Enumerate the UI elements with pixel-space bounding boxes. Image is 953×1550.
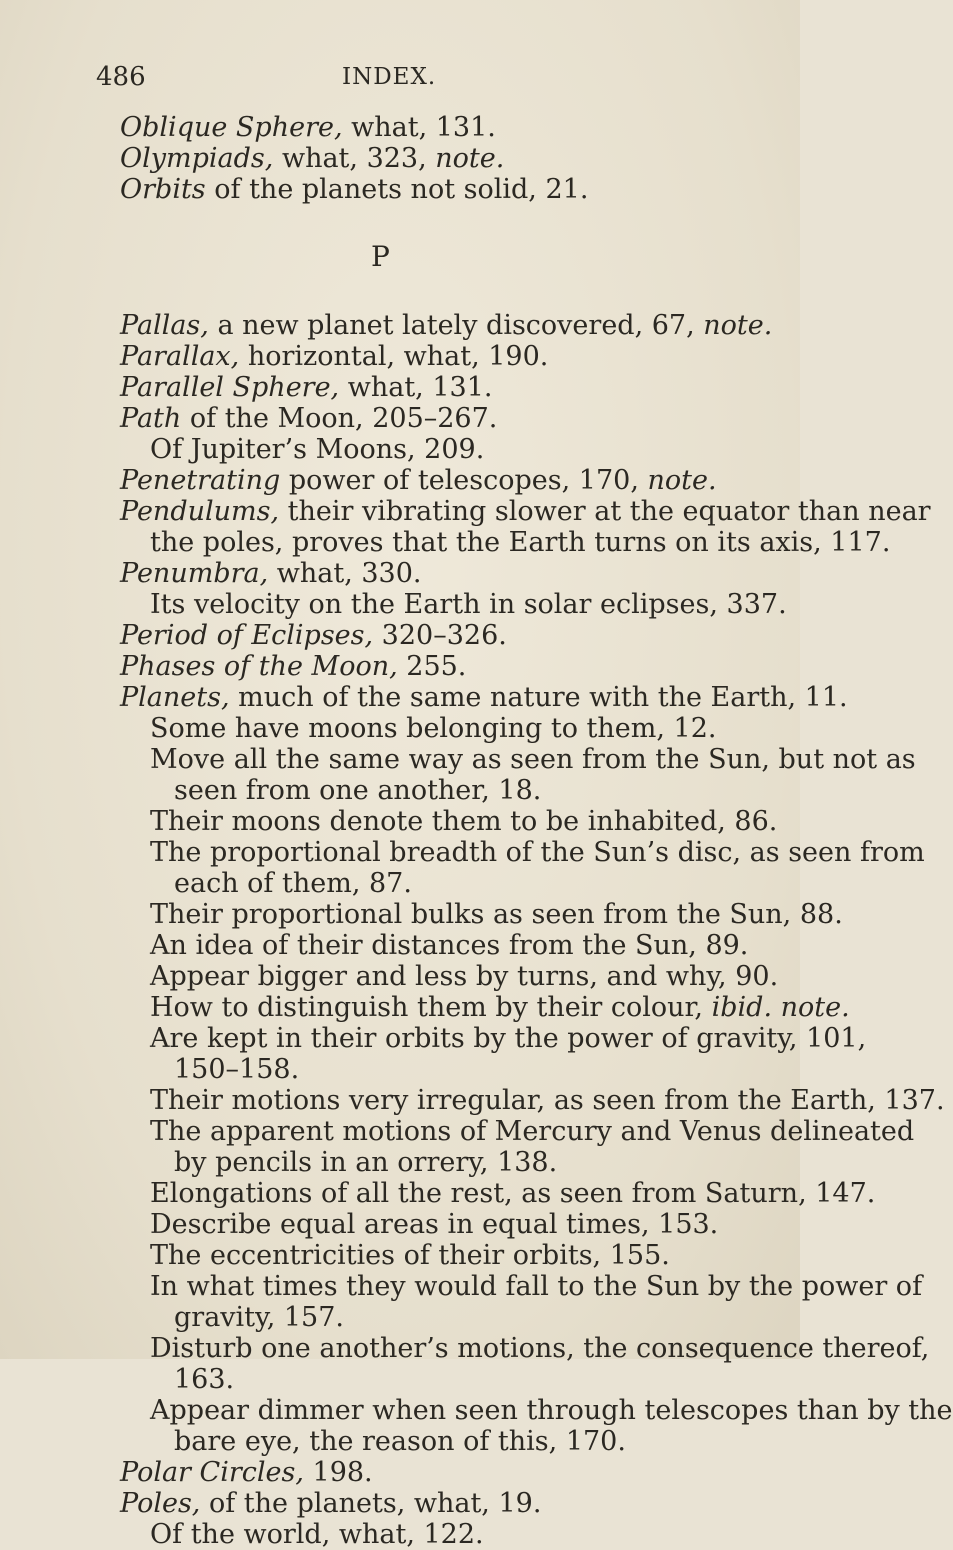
index-entry: Oblique Sphere, what, 131. (120, 112, 496, 143)
index-continuation: bare eye, the reason of this, 170. (174, 1426, 626, 1457)
index-subentry: The eccentricities of their orbits, 155. (150, 1240, 670, 1271)
page-header (96, 62, 716, 96)
index-entry: Parallel Sphere, what, 131. (120, 372, 493, 403)
index-continuation: 163. (174, 1364, 235, 1395)
index-entry: Planets, much of the same nature with the Earth, 11. (120, 682, 848, 713)
index-entry: Poles, of the planets, what, 19. (120, 1488, 542, 1519)
running-head: INDEX. (342, 64, 437, 90)
index-subentry: Appear bigger and less by turns, and why, 90. (150, 961, 779, 992)
page-number: 486 (96, 62, 146, 92)
index-entry: Phases of the Moon, 255. (120, 651, 467, 682)
index-subentry: Move all the same way as seen from the Sun, but not as (150, 744, 916, 775)
index-continuation: each of them, 87. (174, 868, 412, 899)
index-subentry: Disturb one another’s motions, the consequence thereof, (150, 1333, 930, 1364)
index-subentry: Its velocity on the Earth in solar eclipses, 337. (150, 589, 787, 620)
index-entry: Parallax, horizontal, what, 190. (120, 341, 549, 372)
index-subentry: Their motions very irregular, as seen from the Earth, 137. (150, 1085, 945, 1116)
index-entry: Pendulums, their vibrating slower at the equator than near (120, 496, 931, 527)
index-subentry: The proportional breadth of the Sun’s disc, as seen from (150, 837, 925, 868)
index-subentry: How to distinguish them by their colour, ibid. note. (150, 992, 850, 1023)
index-continuation: gravity, 157. (174, 1302, 344, 1333)
index-entry: Pallas, a new planet lately discovered, 67, note. (120, 310, 773, 341)
index-subentry: Their moons denote them to be inhabited, 86. (150, 806, 778, 837)
index-entry: Path of the Moon, 205–267. (120, 403, 498, 434)
index-subentry: The apparent motions of Mercury and Venus delineated (150, 1116, 915, 1147)
index-entry: Penumbra, what, 330. (120, 558, 422, 589)
index-subentry: Their proportional bulks as seen from the Sun, 88. (150, 899, 843, 930)
index-body (0, 112, 953, 1550)
index-entry: Orbits of the planets not solid, 21. (120, 174, 589, 205)
section-letter: P (371, 240, 390, 273)
index-entry: Period of Eclipses, 320–326. (120, 620, 507, 651)
index-continuation: by pencils in an orrery, 138. (174, 1147, 558, 1178)
index-continuation: 150–158. (174, 1054, 300, 1085)
index-subentry: Elongations of all the rest, as seen from Saturn, 147. (150, 1178, 876, 1209)
index-continuation: the poles, proves that the Earth turns on its axis, 117. (150, 527, 891, 558)
index-subentry: Some have moons belonging to them, 12. (150, 713, 717, 744)
index-entry: Polar Circles, 198. (120, 1457, 373, 1488)
index-subentry: Of the world, what, 122. (150, 1519, 484, 1550)
index-subentry: In what times they would fall to the Sun by the power of (150, 1271, 923, 1302)
index-entry: Penetrating power of telescopes, 170, note. (120, 465, 717, 496)
index-subentry: Are kept in their orbits by the power of gravity, 101, (150, 1023, 867, 1054)
index-subentry: Of Jupiter’s Moons, 209. (150, 434, 485, 465)
index-subentry: An idea of their distances from the Sun, 89. (150, 930, 749, 961)
index-entry: Olympiads, what, 323, note. (120, 143, 505, 174)
index-subentry: Describe equal areas in equal times, 153. (150, 1209, 719, 1240)
index-subentry: Appear dimmer when seen through telescopes than by the (150, 1395, 953, 1426)
index-continuation: seen from one another, 18. (174, 775, 542, 806)
